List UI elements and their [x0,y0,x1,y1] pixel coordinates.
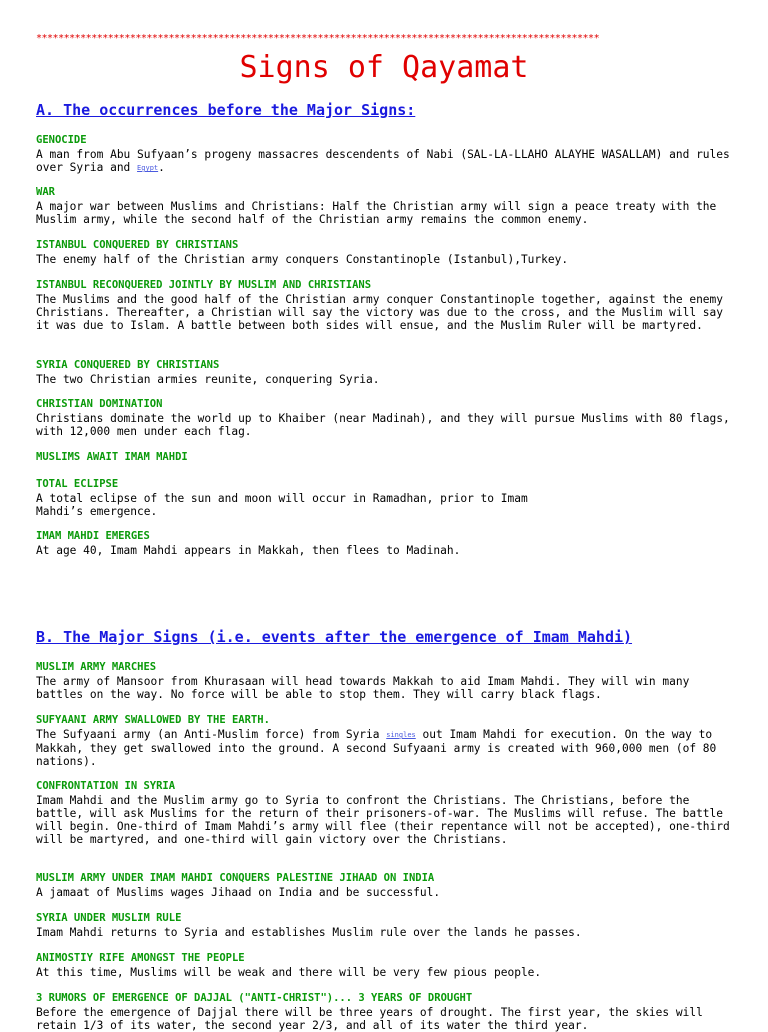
entry-syria-muslim-rule [36,912,736,939]
entry-jihaad-india [36,872,736,899]
entry-heading: MUSLIM ARMY MARCHES [36,661,157,673]
entry-body: A total eclipse of the sun and moon will occur in Ramadhan, prior to Imam Mahdi’s emergence. [36,492,528,518]
entry-heading: WAR [36,186,55,198]
entry-heading: SYRIA CONQUERED BY CHRISTIANS [36,359,220,371]
page-title: Signs of Qayamat [239,50,529,85]
entry-body: Before the emergence of Dajjal there will be three years of drought. The first year, the skies will retain 1/3 of its water, the second year 2/3, and all of its water the third year. [36,1006,703,1032]
entry-heading: SUFYAANI ARMY SWALLOWED BY THE EARTH. [36,714,270,726]
entry-heading: MUSLIM ARMY UNDER IMAM MAHDI CONQUERS PALESTINE JIHAAD ON INDIA [36,872,435,884]
entry-heading: GENOCIDE [36,134,87,146]
entry-confrontation-syria [36,780,736,846]
entry-animosity [36,952,736,979]
section-b-heading: B. The Major Signs (i.e. events after the emergence of Imam Mahdi) [36,628,633,646]
entry-heading: SYRIA UNDER MUSLIM RULE [36,912,182,924]
entry-heading: ANIMOSTIY RIFE AMONGST THE PEOPLE [36,952,245,964]
entry-body: The Sufyaani army (an Anti-Muslim force) from Syria singles out Imam Mahdi for execution. On the way to Makkah, they get swallowed into the ground. A second Sufyaani army is created with 960,000 men (of 80 nations). [36,728,717,768]
entry-heading: TOTAL ECLIPSE [36,478,119,490]
entry-imam-mahdi-emerges [36,530,736,557]
entry-dajjal-rumors [36,992,736,1032]
entry-await-imam-mahdi [36,451,736,464]
entry-sufyaani-army [36,714,736,768]
entry-heading: ISTANBUL RECONQUERED JOINTLY BY MUSLIM AND CHRISTIANS [36,279,372,291]
entry-body: Imam Mahdi returns to Syria and establishes Muslim rule over the lands he passes. [36,926,582,939]
entry-syria-conquered [36,359,736,386]
entry-body: The two Christian armies reunite, conquering Syria. [36,373,380,386]
entry-heading: MUSLIMS AWAIT IMAM MAHDI [36,451,188,463]
decorative-star-rule: ****************************************************************************************************** [36,33,600,44]
entry-christian-domination [36,398,736,438]
entry-body: Imam Mahdi and the Muslim army go to Syria to confront the Christians. The Christians, before the battle, will ask Muslims for the return of their prisoners-of-war. The Muslims will refuse. The battle will begin. One-third of Imam Mahdi’s army will flee (their repentance will not be accepted), one-third will be martyred, and one-third will gain victory over the Christians. [36,794,730,846]
section-a-heading: A. The occurrences before the Major Signs: [36,101,416,119]
entry-body: A major war between Muslims and Christians: Half the Christian army will sign a peace treaty with the Muslim army, while the second half of the Christian army remains the common enemy. [36,200,717,226]
entry-istanbul-reconquered [36,279,736,332]
entry-istanbul-conquered [36,239,736,266]
egypt-link[interactable]: Egypt [137,164,159,172]
entry-body: The enemy half of the Christian army conquers Constantinople (Istanbul),Turkey. [36,253,569,266]
entry-body: Christians dominate the world up to Khaiber (near Madinah), and they will pursue Muslims with 80 flags, with 12,000 men under each flag. [36,412,730,438]
entry-body: The army of Mansoor from Khurasaan will head towards Makkah to aid Imam Mahdi. They will win many battles on the way. No force will be able to stop them. They will carry black flags. [36,675,690,701]
entry-total-eclipse [36,478,736,518]
entry-heading: CONFRONTATION IN SYRIA [36,780,176,792]
entry-body: At this time, Muslims will be weak and there will be very few pious people. [36,966,542,979]
entry-genocide [36,134,736,175]
entry-heading: ISTANBUL CONQUERED BY CHRISTIANS [36,239,239,251]
entry-body: A jamaat of Muslims wages Jihaad on India and be successful. [36,886,441,899]
entry-heading: IMAM MAHDI EMERGES [36,530,150,542]
entry-muslim-army-marches [36,661,736,701]
singles-link[interactable]: singles [386,731,416,739]
entry-body: A man from Abu Sufyaan’s progeny massacres descendents of Nabi (SAL-LA-LLAHO ALAYHE WASALLAM) and rules over Syria and Egypt. [36,148,730,174]
entry-war [36,186,736,226]
entry-body: The Muslims and the good half of the Christian army conquer Constantinople together, against the enemy Christians. Thereafter, a Christian will say the victory was due to the cross, and the Muslim will say it was due to Islam. A battle between both sides will ensue, and the Muslim Ruler will be martyred. [36,293,724,332]
entry-heading: CHRISTIAN DOMINATION [36,398,163,410]
entry-body: At age 40, Imam Mahdi appears in Makkah, then flees to Madinah. [36,544,461,557]
entry-heading: 3 RUMORS OF EMERGENCE OF DAJJAL ("ANTI-CHRIST")... 3 YEARS OF DROUGHT [36,992,473,1004]
